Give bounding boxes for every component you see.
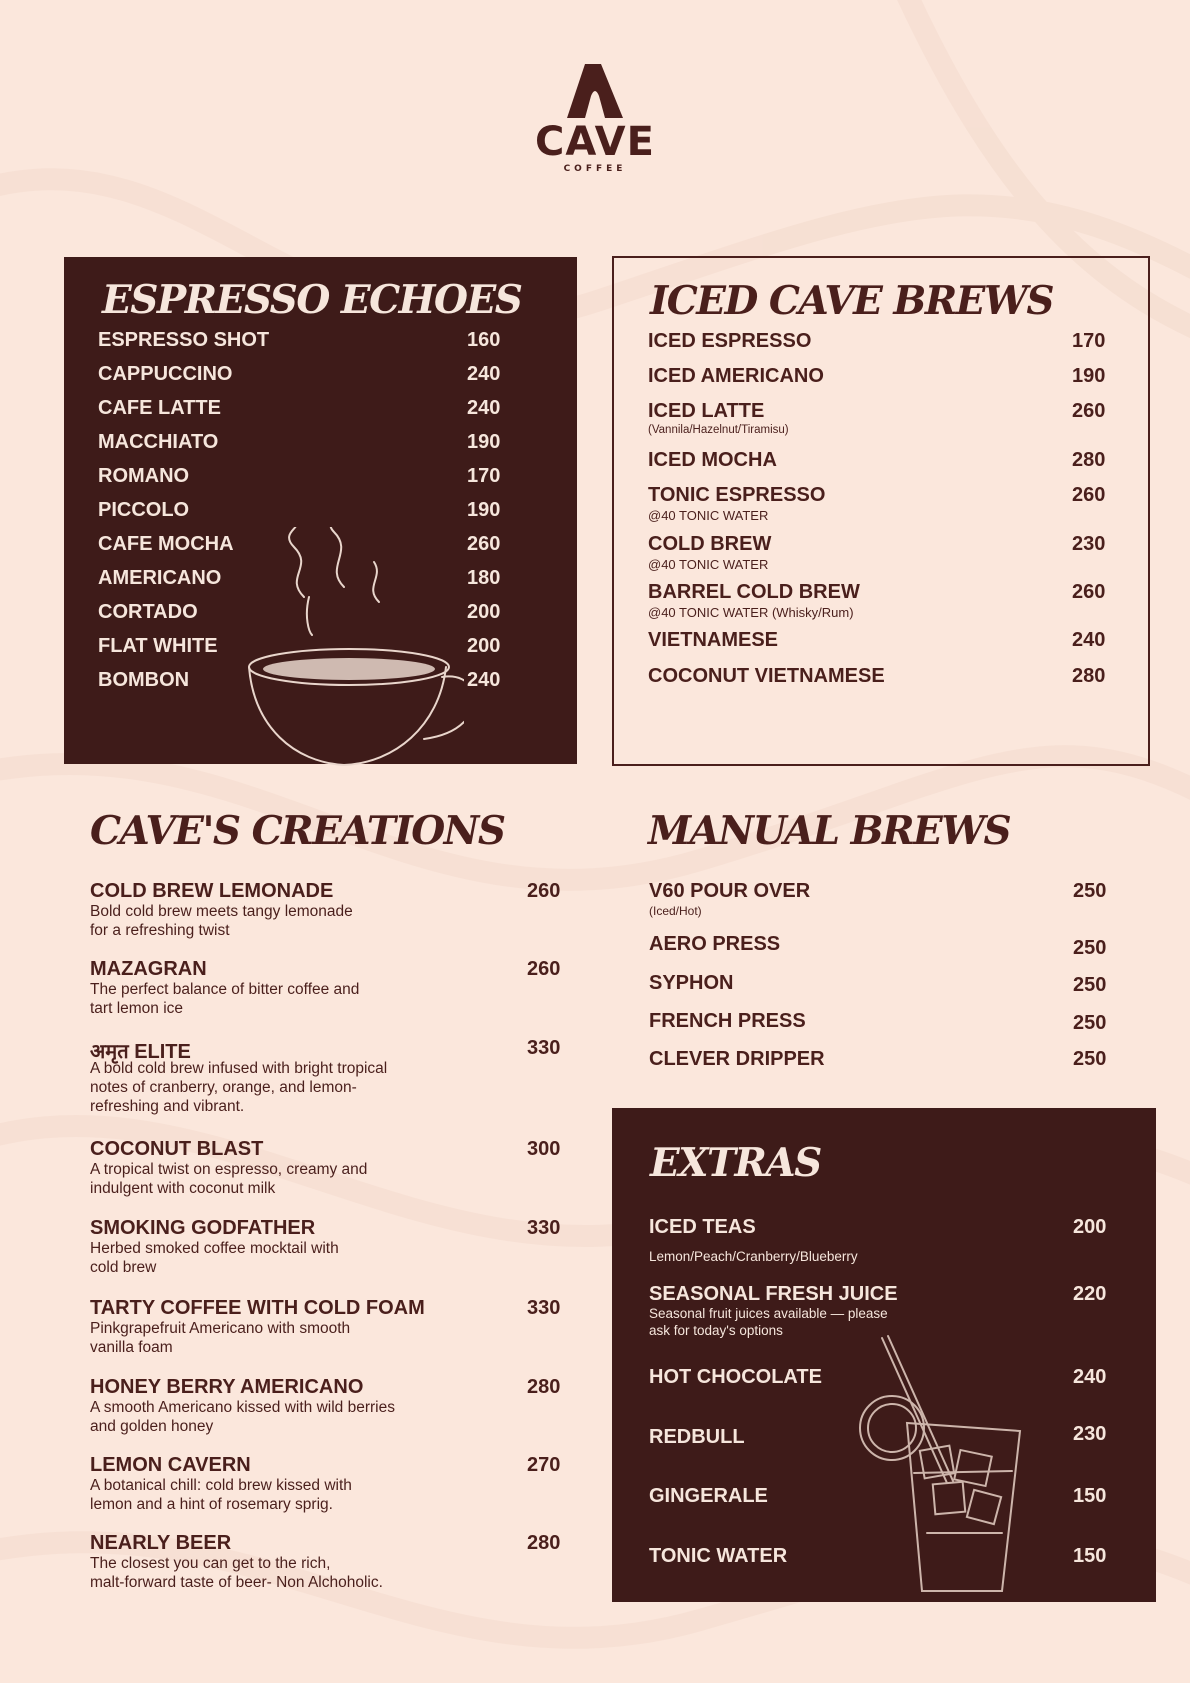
menu-item-price: 260 xyxy=(1072,400,1106,422)
menu-item-price: 150 xyxy=(1073,1485,1107,1507)
menu-item-name: SEASONAL FRESH JUICE xyxy=(649,1283,898,1305)
menu-item-name: CLEVER DRIPPER xyxy=(649,1048,825,1070)
menu-item-price: 180 xyxy=(467,567,501,589)
menu-item-price: 260 xyxy=(1072,484,1106,506)
menu-item-name: TARTY COFFEE WITH COLD FOAM xyxy=(90,1297,425,1319)
menu-item-price: 280 xyxy=(527,1532,561,1554)
menu-item-description: A bold cold brew infused with bright tropical notes of cranberry, orange, and lemon- refreshing and vibrant. xyxy=(90,1060,388,1115)
iced-cave-brews-panel xyxy=(612,256,1150,766)
menu-item-price: 260 xyxy=(1072,581,1106,603)
menu-item-name: CAFE LATTE xyxy=(98,397,221,419)
menu-item-description: Herbed smoked coffee mocktail with cold brew xyxy=(90,1240,339,1276)
menu-item-price: 150 xyxy=(1073,1545,1107,1567)
menu-item-name: AMERICANO xyxy=(98,567,222,589)
menu-item-note: @40 TONIC WATER (Whisky/Rum) xyxy=(648,605,854,620)
menu-item-name: NEARLY BEER xyxy=(90,1532,232,1554)
menu-item-price: 240 xyxy=(467,669,501,691)
menu-item-price: 280 xyxy=(527,1376,561,1398)
menu-item-price: 190 xyxy=(1072,365,1106,387)
menu-item-name: FLAT WHITE xyxy=(98,635,218,657)
menu-item-name: LEMON CAVERN xyxy=(90,1454,251,1476)
extras-panel xyxy=(612,1108,1156,1602)
menu-item-price: 240 xyxy=(1072,629,1106,651)
menu-item-description: A tropical twist on espresso, creamy and indulgent with coconut milk xyxy=(90,1161,368,1197)
menu-item-name: BARREL COLD BREW xyxy=(648,581,860,603)
menu-item-name: अमृत ELITE xyxy=(90,1041,191,1063)
menu-item-price: 300 xyxy=(527,1138,561,1160)
menu-item-note: Lemon/Peach/Cranberry/Blueberry xyxy=(649,1249,858,1264)
iced-cave-brews-title: ICED CAVE BREWS xyxy=(650,278,1053,324)
menu-item-name: SYPHON xyxy=(649,972,734,994)
menu-item-price: 200 xyxy=(1073,1216,1107,1238)
menu-item-price: 330 xyxy=(527,1297,561,1319)
extras-title: EXTRAS xyxy=(650,1140,821,1186)
menu-item-description: A smooth Americano kissed with wild berries and golden honey xyxy=(90,1399,395,1435)
menu-item-price: 240 xyxy=(467,363,501,385)
menu-item-name: ICED ESPRESSO xyxy=(648,330,812,352)
menu-item-name: COCONUT BLAST xyxy=(90,1138,264,1160)
menu-item-price: 250 xyxy=(1073,937,1107,959)
menu-item-price: 250 xyxy=(1073,880,1107,902)
menu-item-name: FRENCH PRESS xyxy=(649,1010,806,1032)
manual-brews-title: MANUAL BREWS xyxy=(648,808,1011,854)
menu-item-price: 240 xyxy=(467,397,501,419)
caves-creations-section xyxy=(64,790,584,1610)
menu-item-note: @40 TONIC WATER xyxy=(648,557,769,572)
menu-item-price: 220 xyxy=(1073,1283,1107,1305)
menu-item-price: 160 xyxy=(467,329,501,351)
menu-item-name: CAFE MOCHA xyxy=(98,533,234,555)
menu-item-name: BOMBON xyxy=(98,669,190,691)
brand-tagline: COFFEE xyxy=(563,164,627,174)
menu-item-name: REDBULL xyxy=(649,1426,745,1448)
brand-name: CAVE xyxy=(535,119,655,165)
menu-item-price: 250 xyxy=(1073,1048,1107,1070)
menu-item-name: GINGERALE xyxy=(649,1485,768,1507)
menu-item-name: ICED LATTE xyxy=(648,400,765,422)
manual-brews-section xyxy=(612,790,1152,1080)
menu-item-description: The closest you can get to the rich, malt-forward taste of beer- Non Alchoholic. xyxy=(90,1555,383,1591)
menu-item-name: HOT CHOCOLATE xyxy=(649,1366,822,1388)
menu-item-price: 330 xyxy=(527,1037,561,1059)
menu-item-name: SMOKING GODFATHER xyxy=(90,1217,316,1239)
coffee-cup-icon xyxy=(234,527,464,767)
cave-mountain-icon xyxy=(565,60,625,120)
menu-item-name: TONIC WATER xyxy=(649,1545,788,1567)
menu-item-price: 190 xyxy=(467,431,501,453)
menu-item-name: COLD BREW xyxy=(648,533,772,555)
menu-item-name: HONEY BERRY AMERICANO xyxy=(90,1376,364,1398)
menu-item-price: 200 xyxy=(467,635,501,657)
menu-item-name: CAPPUCCINO xyxy=(98,363,233,385)
menu-item-price: 270 xyxy=(527,1454,561,1476)
menu-item-price: 280 xyxy=(1072,665,1106,687)
menu-item-name: ICED TEAS xyxy=(649,1216,756,1238)
menu-item-price: 330 xyxy=(527,1217,561,1239)
menu-item-note: (Iced/Hot) xyxy=(649,904,702,918)
menu-item-name: PICCOLO xyxy=(98,499,190,521)
menu-item-name: ICED MOCHA xyxy=(648,449,777,471)
menu-item-price: 200 xyxy=(467,601,501,623)
espresso-echoes-title: ESPRESSO ECHOES xyxy=(102,277,522,323)
menu-item-name: ICED AMERICANO xyxy=(648,365,824,387)
menu-item-price: 240 xyxy=(1073,1366,1107,1388)
menu-item-price: 260 xyxy=(467,533,501,555)
menu-item-description: The perfect balance of bitter coffee and tart lemon ice xyxy=(90,981,360,1017)
menu-item-price: 250 xyxy=(1073,1012,1107,1034)
menu-item-name: MACCHIATO xyxy=(98,431,219,453)
menu-item-note: (Vannila/Hazelnut/Tiramisu) xyxy=(648,424,789,436)
menu-item-price: 260 xyxy=(527,958,561,980)
menu-item-price: 260 xyxy=(527,880,561,902)
menu-item-name: COLD BREW LEMONADE xyxy=(90,880,334,902)
caves-creations-title: CAVE'S CREATIONS xyxy=(90,808,505,854)
iced-drink-glass-icon xyxy=(852,1333,1032,1593)
menu-item-price: 230 xyxy=(1073,1423,1107,1445)
menu-item-price: 280 xyxy=(1072,449,1106,471)
menu-item-note: @40 TONIC WATER xyxy=(648,508,769,523)
menu-item-name: MAZAGRAN xyxy=(90,958,207,980)
menu-item-note: Seasonal fruit juices available — please ask for today's options xyxy=(649,1306,888,1338)
menu-item-name: CORTADO xyxy=(98,601,198,623)
menu-item-name: COCONUT VIETNAMESE xyxy=(648,665,885,687)
menu-item-name: TONIC ESPRESSO xyxy=(648,484,826,506)
menu-item-price: 190 xyxy=(467,499,501,521)
menu-item-name: AERO PRESS xyxy=(649,933,781,955)
menu-item-description: Bold cold brew meets tangy lemonade for a refreshing twist xyxy=(90,903,353,939)
espresso-echoes-panel xyxy=(64,257,577,764)
menu-item-name: V60 POUR OVER xyxy=(649,880,811,902)
menu-item-description: A botanical chill: cold brew kissed with lemon and a hint of rosemary sprig. xyxy=(90,1477,352,1513)
brand-logo xyxy=(535,60,655,190)
menu-item-price: 170 xyxy=(1072,330,1106,352)
menu-item-name: ROMANO xyxy=(98,465,190,487)
menu-item-price: 250 xyxy=(1073,974,1107,996)
menu-item-name: ESPRESSO SHOT xyxy=(98,329,270,351)
menu-item-price: 170 xyxy=(467,465,501,487)
menu-item-description: Pinkgrapefruit Americano with smooth vanilla foam xyxy=(90,1320,351,1356)
menu-item-price: 230 xyxy=(1072,533,1106,555)
menu-item-name: VIETNAMESE xyxy=(648,629,779,651)
